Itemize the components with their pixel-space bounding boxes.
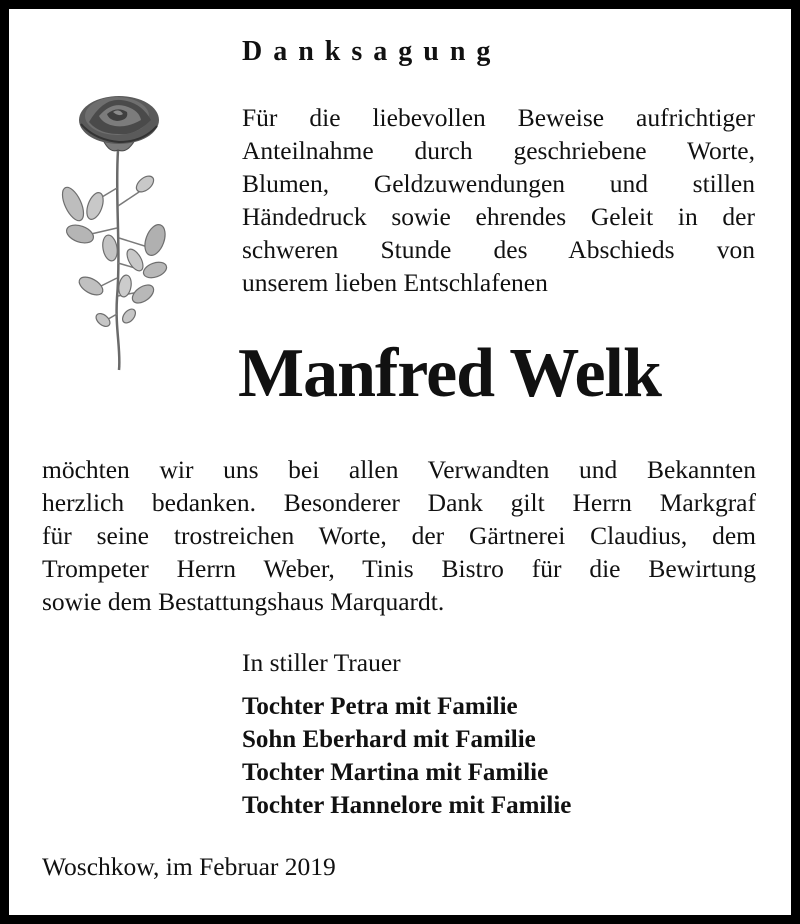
family-list xyxy=(242,690,571,822)
place-date: Woschkow, im Februar 2019 xyxy=(42,852,336,881)
family-member: Tochter Martina mit Familie xyxy=(242,759,549,786)
thanks-line: herzlich bedanken. Besonderer Dank gilt Herrn Markgraf xyxy=(42,488,756,517)
thanks-line: möchten wir uns bei allen Verwandten und Bekannten xyxy=(42,455,756,484)
family-member: Sohn Eberhard mit Familie xyxy=(242,726,536,753)
intro-line: unserem lieben Entschlafenen xyxy=(242,268,548,297)
intro-line: Händedruck sowie ehrendes Geleit in der xyxy=(242,202,755,231)
intro-paragraph xyxy=(242,101,755,299)
rose-icon xyxy=(55,88,185,378)
thanks-line: Trompeter Herrn Weber, Tinis Bistro für die Bewirtung xyxy=(42,554,756,583)
notice-heading: Danksagung xyxy=(242,36,502,67)
thanks-paragraph xyxy=(42,453,756,618)
intro-line: Anteilnahme durch geschriebene Worte, xyxy=(242,136,755,165)
intro-line: Für die liebevollen Beweise aufrichtiger xyxy=(242,103,755,132)
mourning-label: In stiller Trauer xyxy=(242,648,401,677)
deceased-name: Manfred Welk xyxy=(238,335,661,412)
thanks-line: sowie dem Bestattungshaus Marquardt. xyxy=(42,587,445,616)
family-member: Tochter Petra mit Familie xyxy=(242,693,518,720)
intro-line: Blumen, Geldzuwendungen und stillen xyxy=(242,169,755,198)
family-member: Tochter Hannelore mit Familie xyxy=(242,792,572,819)
thanks-line: für seine trostreichen Worte, der Gärtnerei Claudius, dem xyxy=(42,521,756,550)
intro-line: schweren Stunde des Abschieds von xyxy=(242,235,755,264)
